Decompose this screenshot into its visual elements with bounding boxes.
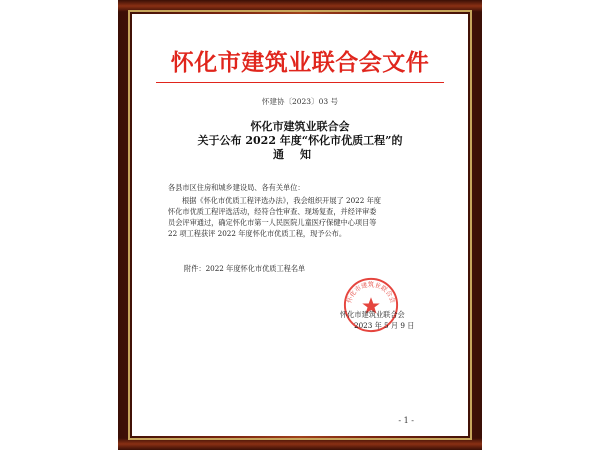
page-number bbox=[132, 416, 468, 425]
heading-line-2: 关于公布 2022 年度“怀化市优质工程”的 bbox=[197, 134, 403, 147]
body-paragraph bbox=[168, 195, 440, 239]
heading-line-1: 怀化市建筑业联合会 bbox=[250, 120, 350, 133]
seal-text: 怀化市建筑业联合会 bbox=[346, 281, 396, 305]
body-line: 怀化市优质工程评选活动，经符合性审查、现场复查，并经评审委 bbox=[168, 207, 377, 216]
document-number: 怀建协〔2023〕03 号 bbox=[261, 97, 338, 106]
body-line: 22 项工程获评 2022 年度怀化市优质工程，现予公布。 bbox=[168, 229, 347, 238]
body-line: 根据《怀化市优质工程评选办法》，我会组织开展了 2022 年度 bbox=[182, 196, 381, 205]
signature-date: 2023 年 5 月 9 日 bbox=[354, 321, 415, 330]
salutation: 各县市区住房和城乡建设局、各有关单位： bbox=[168, 183, 305, 192]
page-number-text: - 1 - bbox=[398, 416, 414, 425]
document-title: 怀化市建筑业联合会文件 bbox=[170, 49, 430, 76]
red-divider bbox=[156, 82, 444, 83]
signature-organization: 怀化市建筑业联合会 bbox=[340, 310, 405, 319]
attachment-note: 附件：2022 年度怀化市优质工程名单 bbox=[184, 264, 306, 273]
document-page bbox=[132, 14, 468, 436]
body-line: 员会评审通过，确定怀化市第一人民医院儿童医疗保健中心项目等 bbox=[168, 218, 377, 227]
heading-line-3: 通知 bbox=[273, 148, 327, 161]
